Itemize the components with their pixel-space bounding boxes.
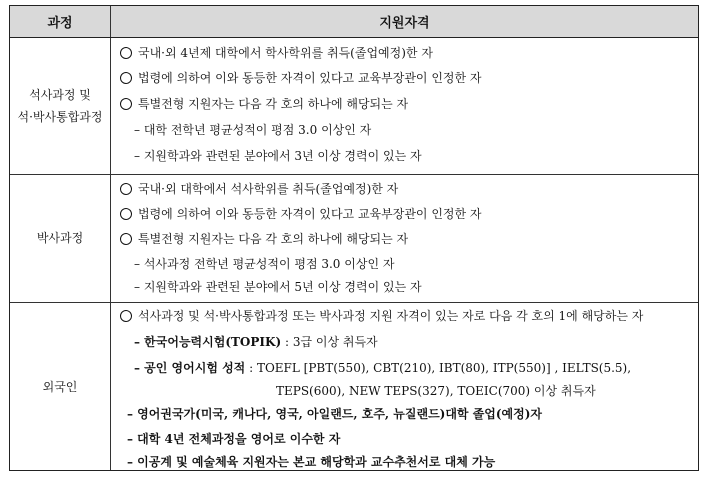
header-divider [10,37,698,38]
master-item-2: 법령에 의하여 이와 동등한 자격이 있다고 교육부장관이 인정한 자 [120,69,482,87]
foreign-extra-3: – 이공계 및 예술체육 지원자는 본교 해당학과 교수추천서로 대체 가능 [127,455,496,469]
master-item-1: 국내·외 4년제 대학에서 학사학위를 취득(졸업예정)한 자 [120,44,433,62]
foreign-extra-1: – 영어권국가(미국, 캐나다, 영국, 아일랜드, 호주, 뉴질랜드)대학 졸업(예정)자 [127,407,543,421]
row-divider-1 [10,174,698,175]
master-subitem-2: – 지원학과와 관련된 분야에서 3년 이상 경력이 있는 자 [134,149,422,163]
header-course: 과정 [10,6,110,37]
foreign-english: – 공인 영어시험 성적 : TOEFL [PBT(550), CBT(210), IBT(80), ITP(550)] , IELTS(5.5), [134,361,632,375]
foreign-intro: 석사과정 및 석·박사통합과정 또는 박사과정 지원 자격이 있는 자로 다음 각 호의 1에 해당하는 자 [120,307,643,325]
circle-bullet-icon [120,233,132,245]
circle-bullet-icon [120,183,132,195]
foreign-topik: – 한국어능력시험(TOPIK) : 3급 이상 취득자 [134,335,378,349]
circle-bullet-icon [120,208,132,220]
doctor-item-1: 국내·외 대학에서 석사학위를 취득(졸업예정)한 자 [120,180,398,198]
category-doctor: 박사과정 [36,231,84,245]
category-master-line1: 석사과정 및 [29,87,91,102]
circle-bullet-icon [120,310,132,322]
column-divider [110,6,111,470]
category-master-line2: 석·박사통합과정 [17,109,103,124]
foreign-english-cont: TEPS(600), NEW TEPS(327), TOEIC(700) 이상 취득자 [276,384,596,398]
foreign-extra-2: – 대학 4년 전체과정을 영어로 이수한 자 [127,432,341,446]
doctor-subitem-2: – 지원학과와 관련된 분야에서 5년 이상 경력이 있는 자 [134,280,422,294]
master-item-3: 특별전형 지원자는 다음 각 호의 하나에 해당되는 자 [120,95,408,113]
master-subitem-1: – 대학 전학년 평균성적이 평점 3.0 이상인 자 [134,123,372,137]
circle-bullet-icon [120,72,132,84]
qualification-table [9,5,699,471]
category-master [10,37,110,174]
category-foreign: 외국인 [42,380,78,394]
doctor-subitem-1: – 석사과정 전학년 평균성적이 평점 3.0 이상인 자 [134,257,395,271]
doctor-item-2: 법령에 의하여 이와 동등한 자격이 있다고 교육부장관이 인정한 자 [120,205,482,223]
header-qualification: 지원자격 [111,6,698,37]
circle-bullet-icon [120,47,132,59]
row-divider-2 [10,302,698,303]
doctor-item-3: 특별전형 지원자는 다음 각 호의 하나에 해당되는 자 [120,230,408,248]
circle-bullet-icon [120,98,132,110]
